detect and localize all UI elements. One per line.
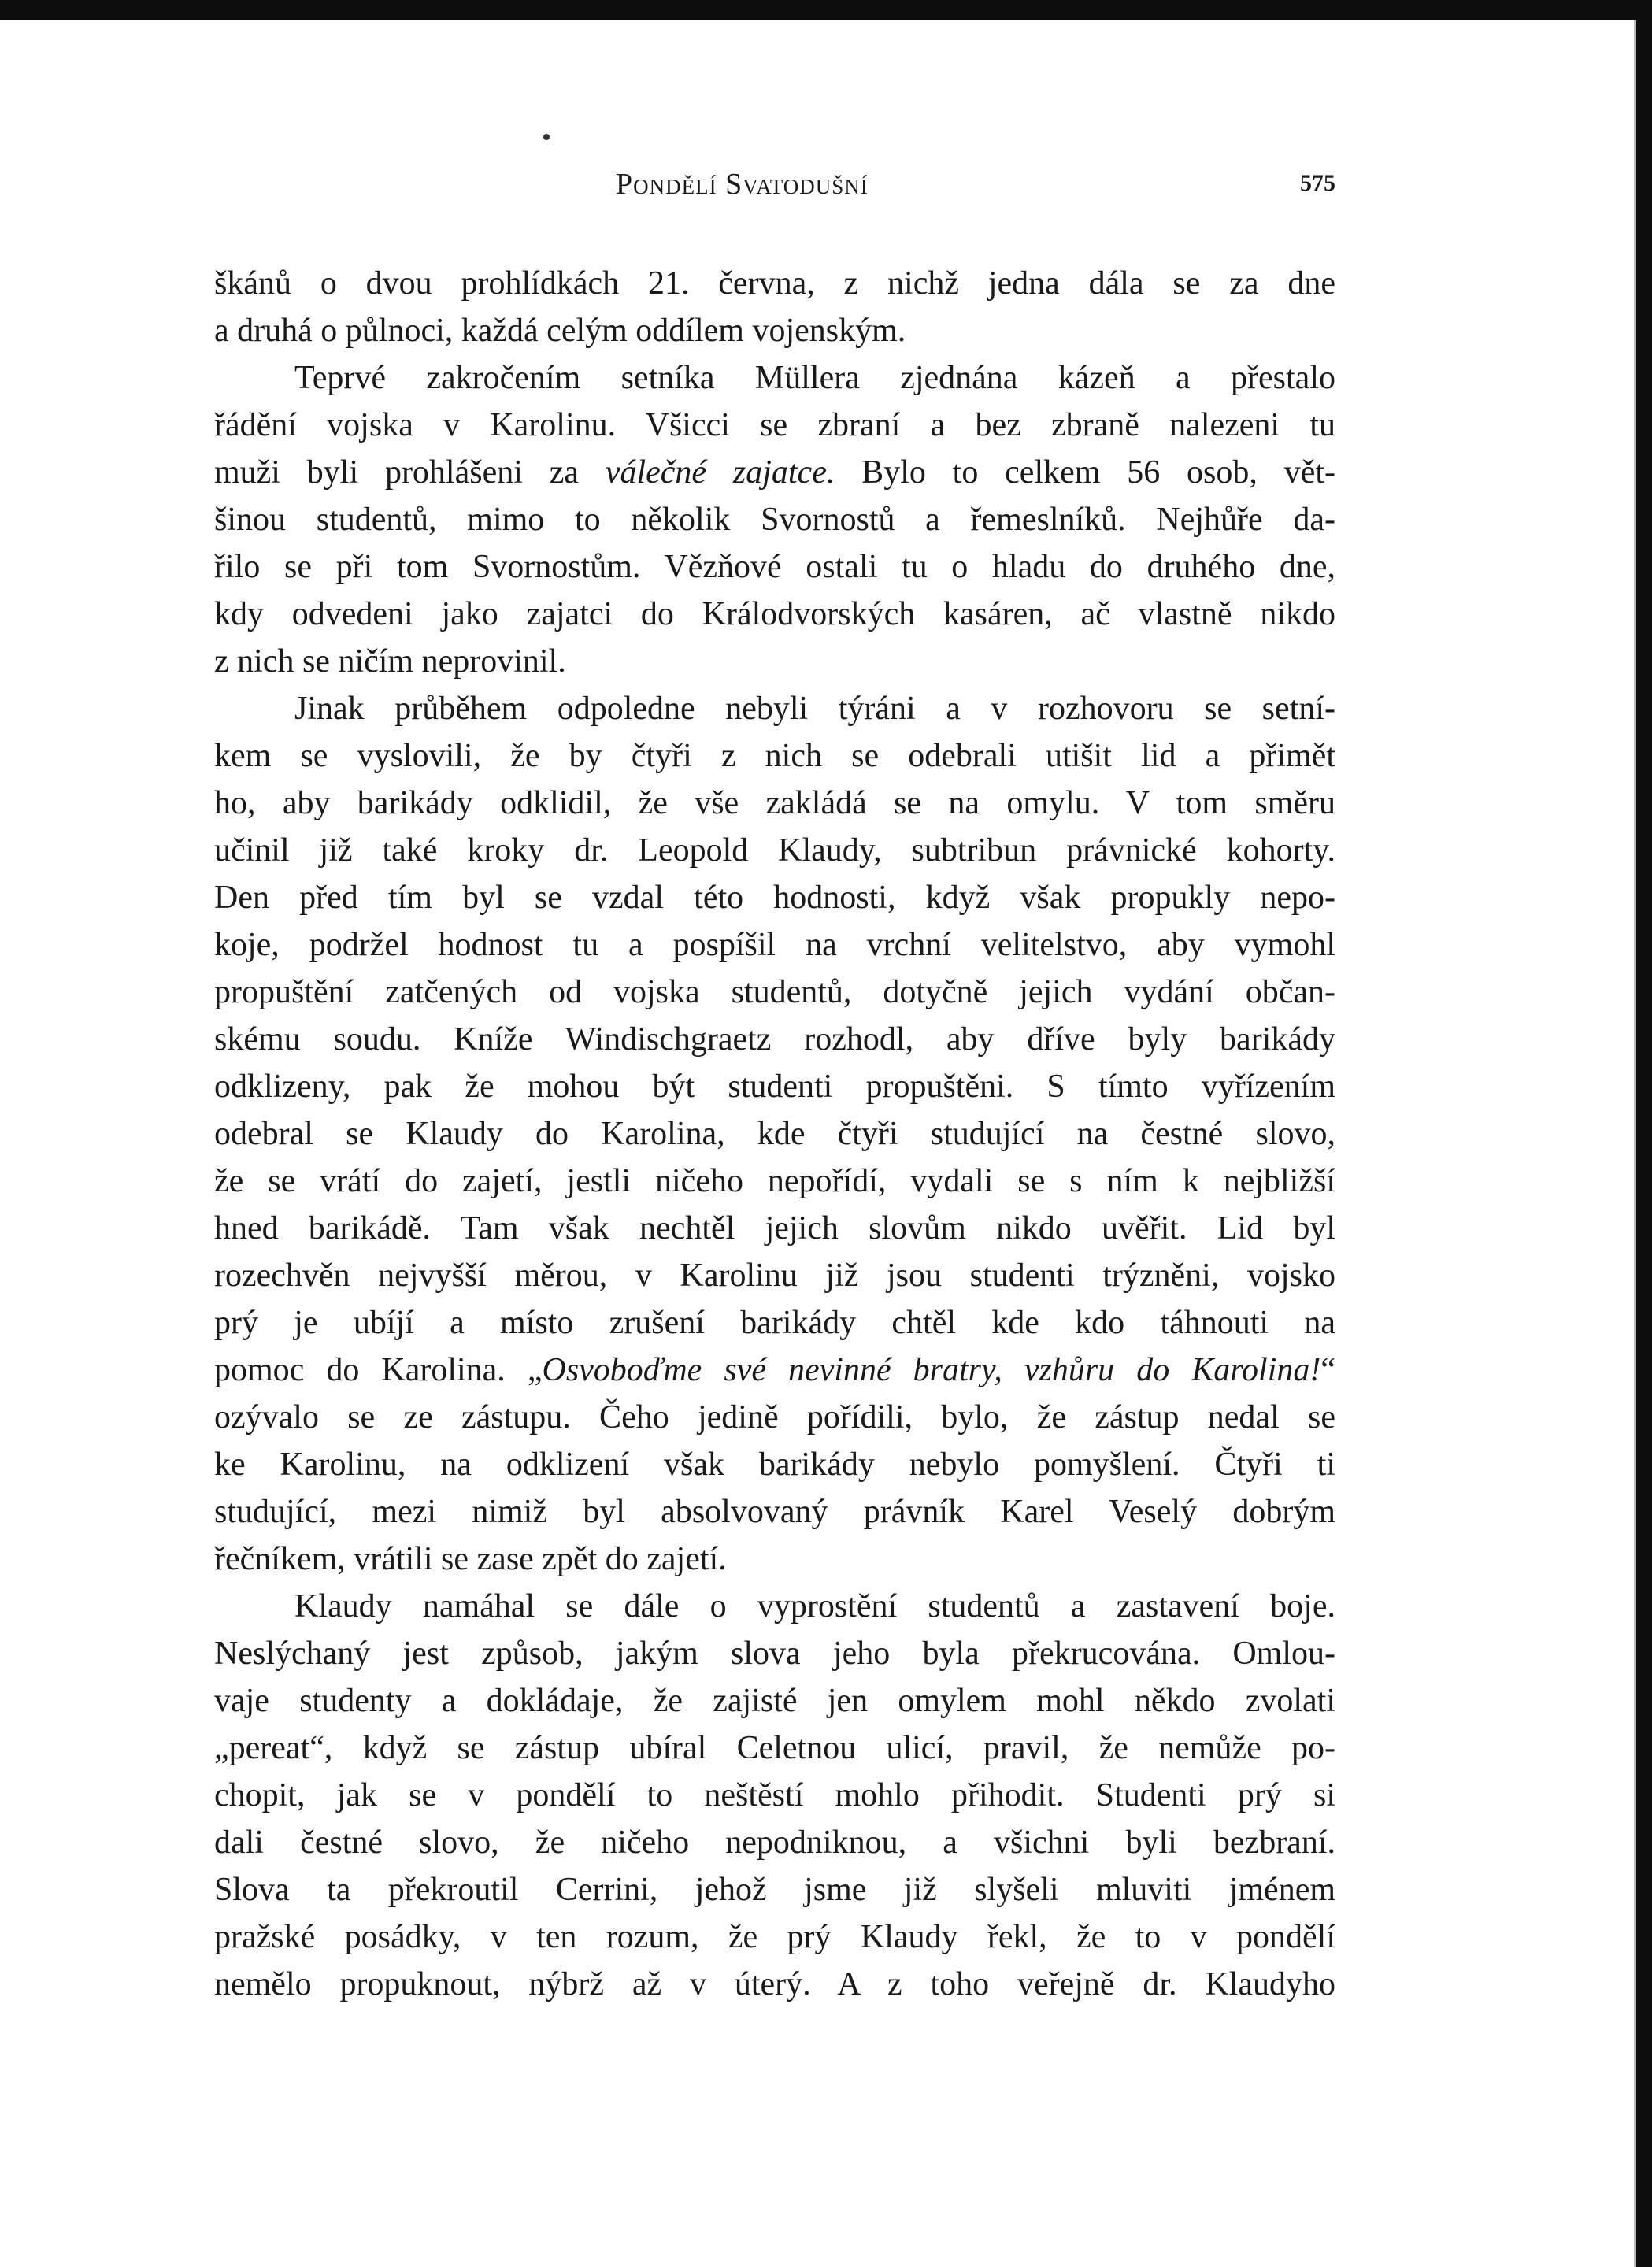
paragraph: [214, 260, 1335, 354]
text-line: škánů o dvou prohlídkách 21. června, z nichž jedna dála se za dne: [214, 265, 1335, 302]
text-line: vaje studenty a dokládaje, že zajisté jen omylem mohl někdo zvolati: [214, 1683, 1335, 1719]
running-title: Pondělí Svatodušní: [616, 168, 869, 201]
text-line: Klaudy namáhal se dále o vyprostění studentů a zastavení boje.: [294, 1588, 1335, 1624]
text-line: studující, mezi nimiž byl absolvovaný právník Karel Veselý dobrým: [214, 1494, 1335, 1530]
text-line: řádění vojska v Karolinu. Všicci se zbraní a bez zbraně nalezeni tu: [214, 407, 1335, 443]
text-line: kem se vyslovili, že by čtyři z nich se odebrali utišit lid a přimět: [214, 738, 1335, 774]
text-line: nemělo propuknout, nýbrž až v úterý. A z toho veřejně dr. Klaudyho: [214, 1966, 1335, 2002]
text-line: propuštění zatčených od vojska studentů, dotyčně jejich vydání občan-: [214, 974, 1335, 1010]
scan-border-top: [0, 0, 1652, 20]
italic-phrase: válečné zajatce.: [605, 454, 835, 491]
page-number: 575: [1300, 170, 1335, 196]
text-line: „pereat“, když se zástup ubíral Celetnou ulicí, pravil, že nemůže po-: [214, 1730, 1335, 1766]
text-line: řečníkem, vrátili se zase zpět do zajetí.: [214, 1541, 727, 1577]
running-head: [214, 167, 1335, 211]
text-line: odebral se Klaudy do Karolina, kde čtyři studující na čestné slovo,: [214, 1116, 1335, 1152]
italic-phrase: Osvoboďme své nevinné bratry, vzhůru do Karolina!: [542, 1352, 1321, 1388]
text-line: učinil již také kroky dr. Leopold Klaudy, subtribun právnické kohorty.: [214, 832, 1335, 869]
text-line: pražské posádky, v ten rozum, že prý Klaudy řekl, že to v pondělí: [214, 1919, 1335, 1955]
text-line: Jinak průběhem odpoledne nebyli týráni a v rozhovoru se setní-: [294, 691, 1335, 727]
text-line: odklizeny, pak že mohou být studenti propuštěni. S tímto vyřízením: [214, 1069, 1335, 1105]
text-line: ho, aby barikády odklidil, že vše zakládá se na omylu. V tom směru: [214, 785, 1335, 821]
page-body: [214, 260, 1335, 2008]
text-line: řilo se při tom Svornostům. Vězňové ostali tu o hladu do druhého dne,: [214, 549, 1335, 585]
text-line: že se vrátí do zajetí, jestli ničeho nepořídí, vydali se s ním k nejbližší: [214, 1163, 1335, 1199]
text-line: Neslýchaný jest způsob, jakým slova jeho byla překrucována. Omlou-: [214, 1635, 1335, 1672]
text-line: ozývalo se ze zástupu. Čeho jedině pořídili, bylo, že zástup nedal se: [214, 1399, 1335, 1435]
paragraph: [214, 1583, 1335, 2008]
text-line: ke Karolinu, na odklizení však barikády nebylo pomyšlení. Čtyři ti: [214, 1447, 1335, 1483]
paragraph: [214, 685, 1335, 1583]
text-line: pomoc do Karolina. „Osvoboďme své nevinné bratry, vzhůru do Karolina!“: [214, 1352, 1335, 1388]
text-line: skému soudu. Kníže Windischgraetz rozhodl, aby dříve byly barikády: [214, 1021, 1335, 1058]
paragraph: [214, 354, 1335, 685]
text-line: koje, podržel hodnost tu a pospíšil na vrchní velitelstvo, aby vymohl: [214, 927, 1335, 963]
text-line: kdy odvedeni jako zajatci do Králodvorských kasáren, ač vlastně nikdo: [214, 596, 1335, 632]
text-line: hned barikádě. Tam však nechtěl jejich slovům nikdo uvěřit. Lid byl: [214, 1210, 1335, 1246]
text-line: muži byli prohlášeni za válečné zajatce. Bylo to celkem 56 osob, vět-: [214, 454, 1335, 491]
text-line: dali čestné slovo, že ničeho nepodniknou, a všichni byli bezbraní.: [214, 1824, 1335, 1861]
scan-border-right: [1636, 0, 1652, 2267]
text-line: Den před tím byl se vzdal této hodnosti, když však propukly nepo-: [214, 880, 1335, 916]
scan-border-right-edge: [1634, 20, 1636, 2267]
ink-speck: [543, 134, 550, 140]
text-line: Teprvé zakročením setníka Müllera zjednána kázeň a přestalo: [294, 360, 1335, 396]
text-line: šinou studentů, mimo to několik Svornostů a řemeslníků. Nejhůře da-: [214, 502, 1335, 538]
text-line: rozechvěn nejvyšší měrou, v Karolinu již jsou studenti trýzněni, vojsko: [214, 1258, 1335, 1294]
text-line: Slova ta překroutil Cerrini, jehož jsme již slyšeli mluviti jménem: [214, 1872, 1335, 1908]
text-line: a druhá o půlnoci, každá celým oddílem vojenským.: [214, 313, 906, 349]
text-line: chopit, jak se v pondělí to neštěstí mohlo přihodit. Studenti prý si: [214, 1777, 1335, 1813]
text-line: z nich se ničím neprovinil.: [214, 643, 566, 680]
text-line: prý je ubíjí a místo zrušení barikády chtěl kde kdo táhnouti na: [214, 1305, 1335, 1341]
